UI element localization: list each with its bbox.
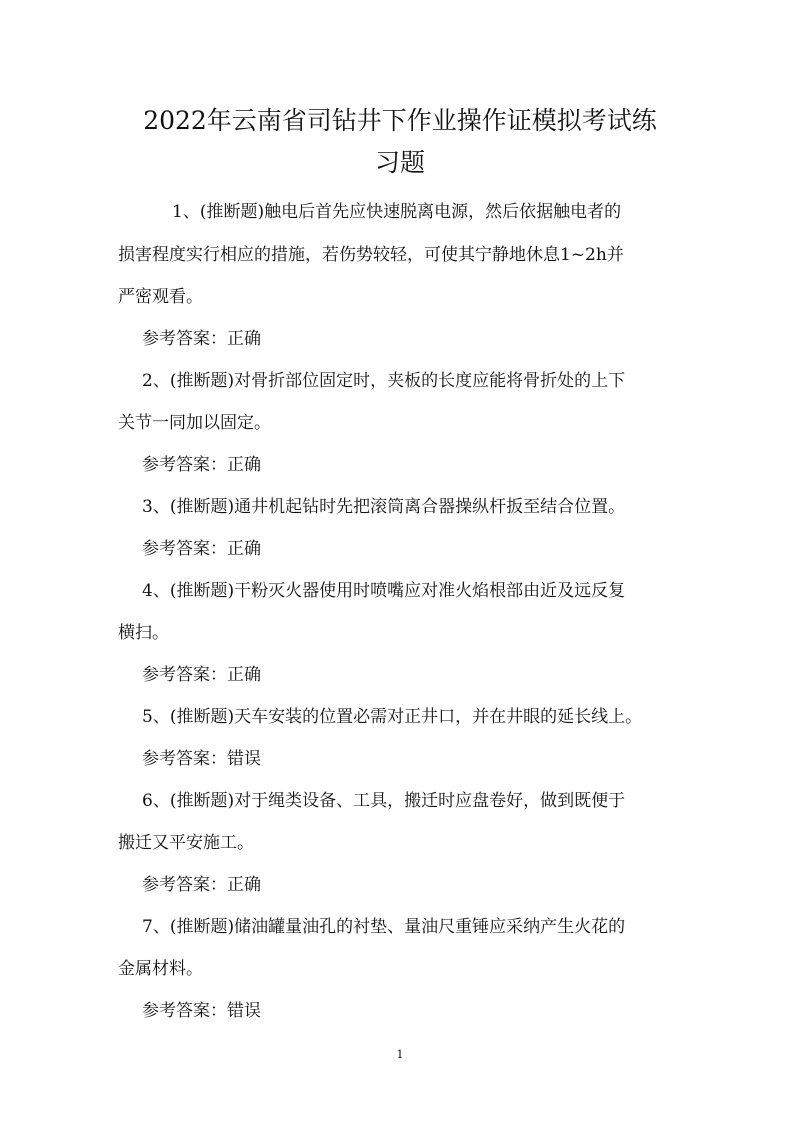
question-text-line: 严密观看。 [118, 287, 203, 307]
title-line-1: 2022年云南省司钻井下作业操作证模拟考试练 [143, 106, 657, 135]
answer-line: 参考答案：错误 [142, 749, 261, 769]
question-text-line: 6、(推断题)对于绳类设备、工具，搬迁时应盘卷好，做到既便于 [142, 791, 626, 811]
question-text-line: 1、(推断题)触电后首先应快速脱离电源，然后依据触电者的 [172, 202, 622, 222]
question-text-line: 3、(推断题)通井机起钻时先把滚筒离合器操纵杆扳至结合位置。 [142, 497, 626, 517]
title-line-2: 习题 [374, 148, 425, 177]
question-text-line: 7、(推断题)储油罐量油孔的衬垫、量油尺重锤应采纳产生火花的 [142, 917, 626, 937]
answer-line: 参考答案：正确 [142, 539, 261, 559]
question-text-line: 4、(推断题)干粉灭火器使用时喷嘴应对准火焰根部由近及远反复 [142, 581, 626, 601]
question-text-line: 横扫。 [118, 623, 169, 643]
question-text-line: 损害程度实行相应的措施，若伤势较轻，可使其宁静地休息1~2h并 [118, 245, 624, 265]
question-text-line: 搬迁又平安施工。 [118, 833, 254, 853]
question-text-line: 关节一同加以固定。 [118, 413, 271, 433]
answer-line: 参考答案：错误 [142, 1001, 261, 1021]
page-number: 1 [396, 1048, 404, 1061]
question-text-line: 5、(推断题)天车安装的位置必需对正井口，并在井眼的延长线上。 [142, 707, 643, 727]
answer-line: 参考答案：正确 [142, 329, 261, 349]
answer-line: 参考答案：正确 [142, 665, 261, 685]
answer-line: 参考答案：正确 [142, 875, 261, 895]
question-text-line: 金属材料。 [118, 959, 203, 979]
question-text-line: 2、(推断题)对骨折部位固定时，夹板的长度应能将骨折处的上下 [142, 371, 626, 391]
answer-line: 参考答案：正确 [142, 455, 261, 475]
